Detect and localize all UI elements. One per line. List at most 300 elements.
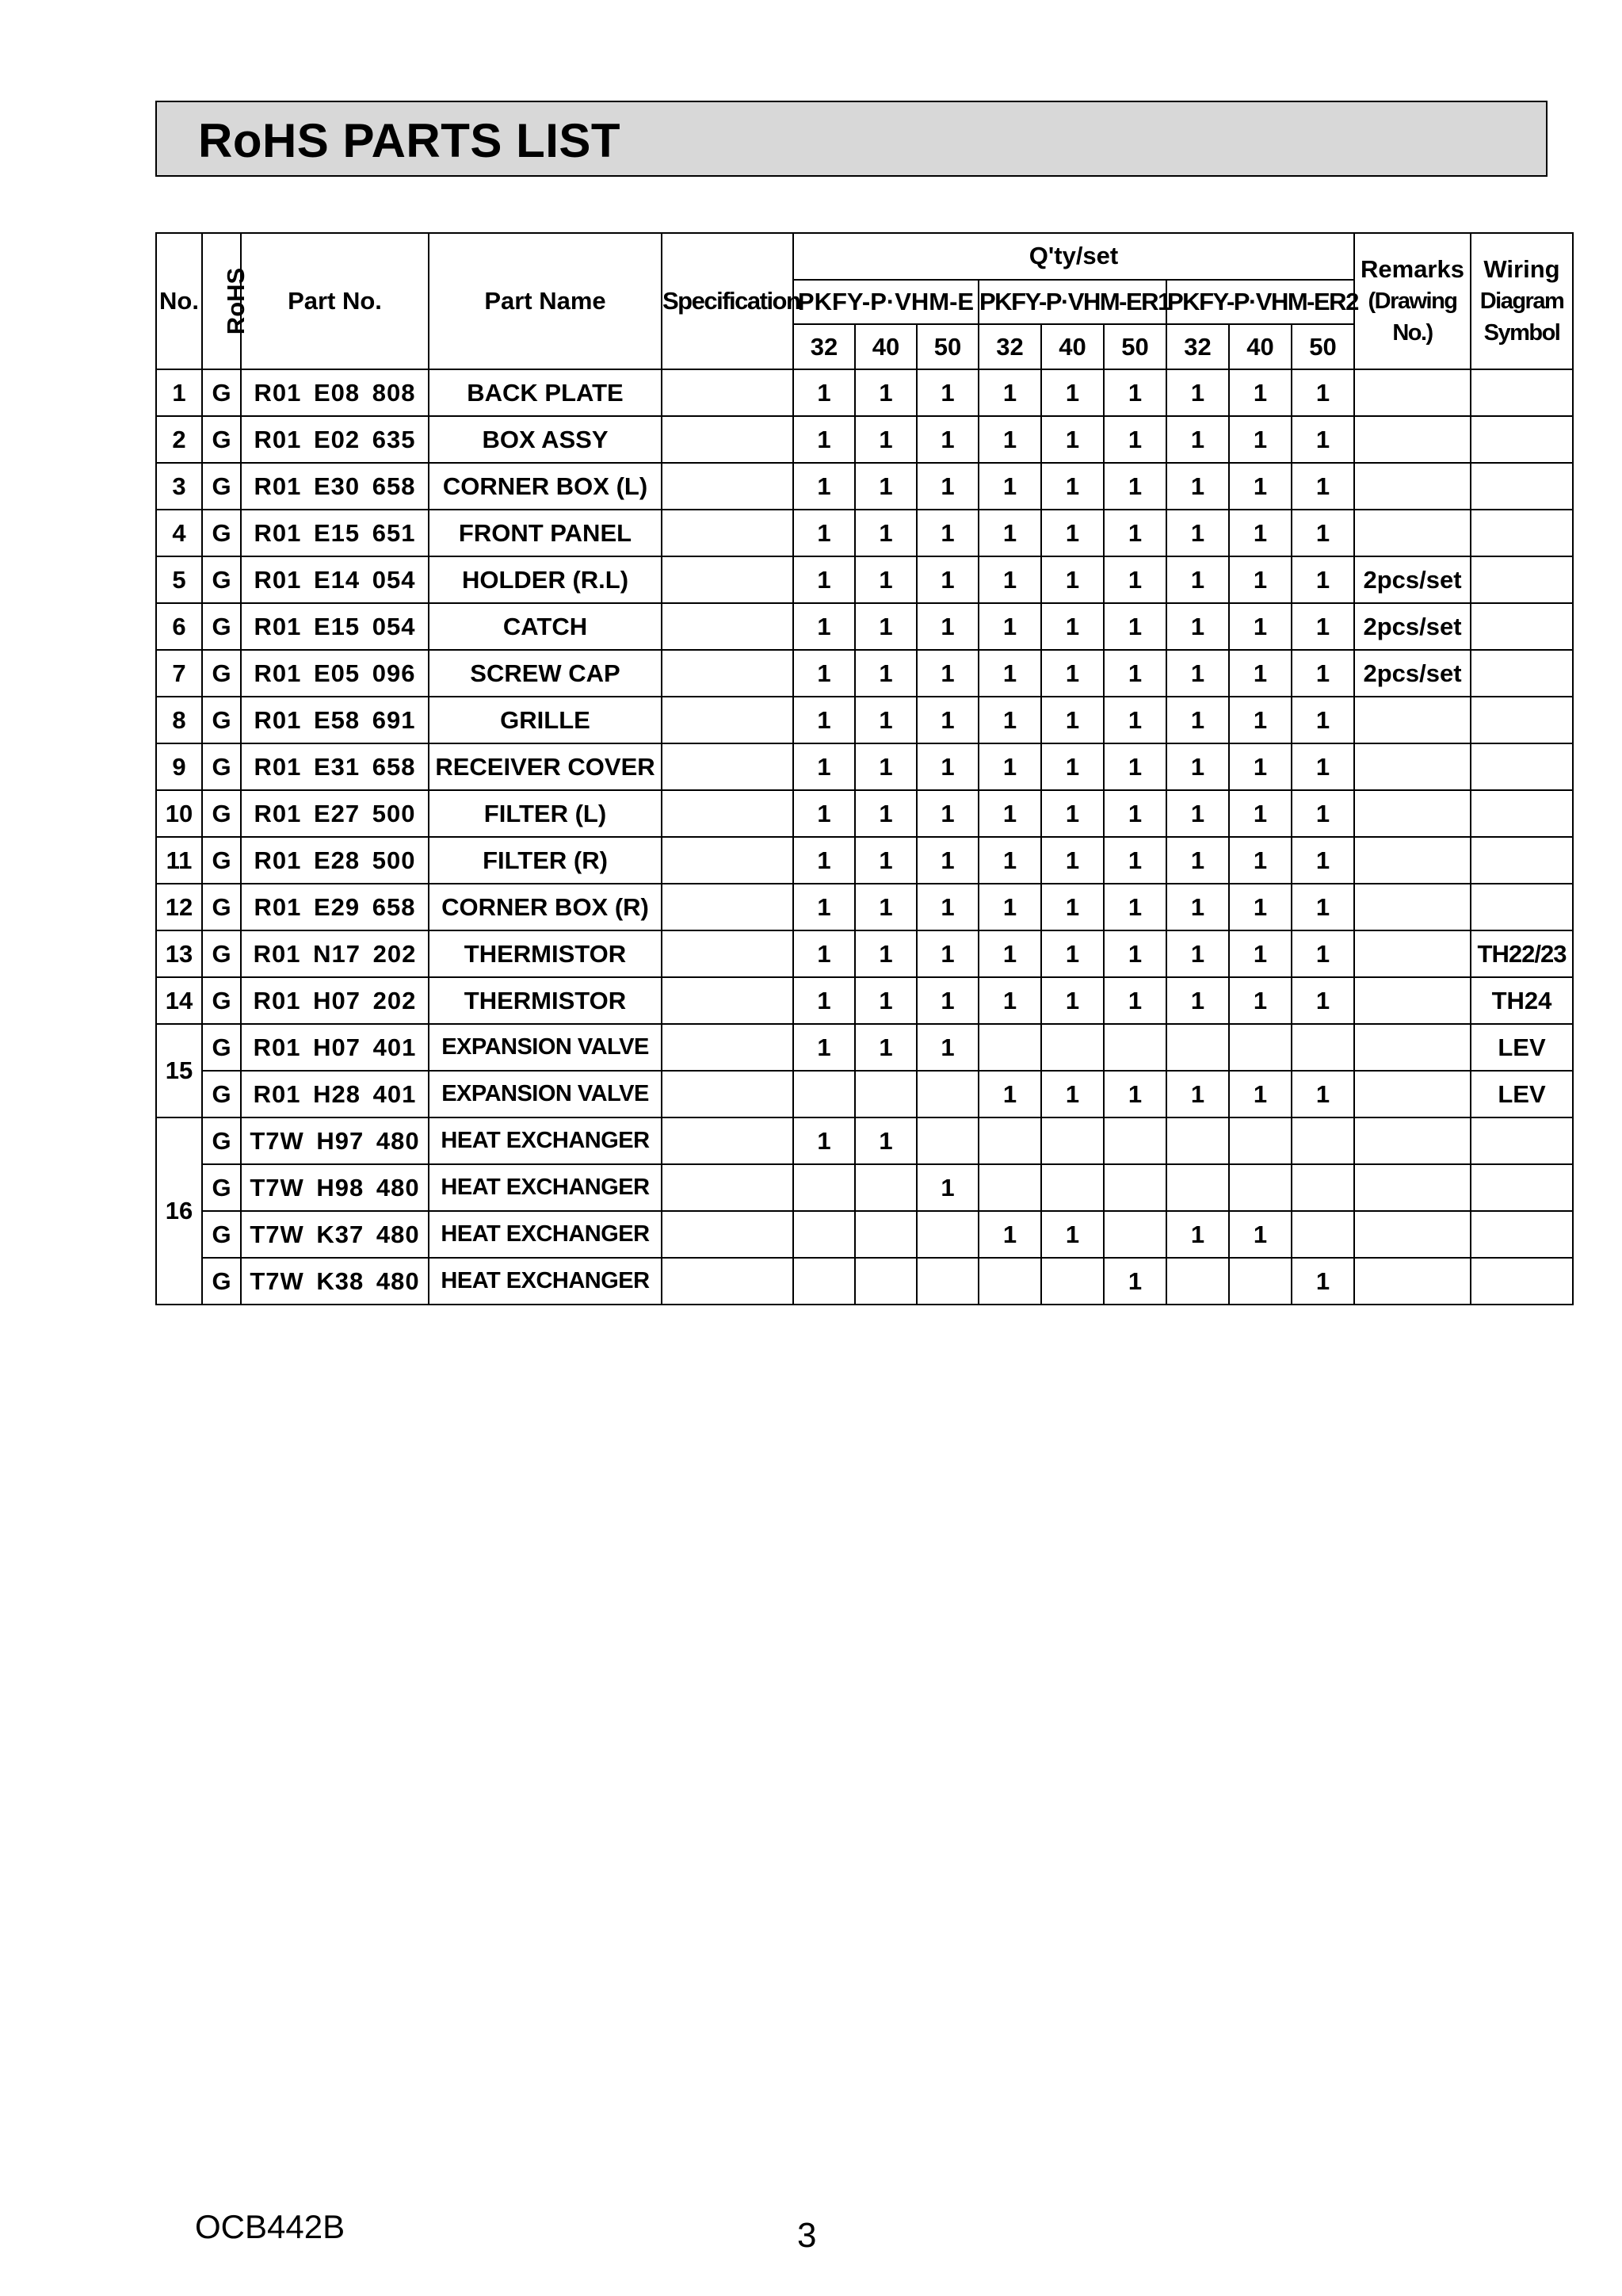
row-qty: 1 <box>1104 650 1166 697</box>
row-qty <box>1104 1117 1166 1164</box>
row-qty: 1 <box>1229 416 1292 463</box>
row-wiring-symbol <box>1471 1211 1573 1258</box>
table-row <box>156 1117 1573 1164</box>
table-row <box>156 697 1573 743</box>
row-qty: 1 <box>979 930 1041 977</box>
row-part-no: T7W K38 480 <box>241 1258 429 1305</box>
row-qty: 1 <box>1229 697 1292 743</box>
row-qty: 1 <box>1104 369 1166 416</box>
row-qty: 1 <box>793 369 855 416</box>
row-qty: 1 <box>1292 977 1354 1024</box>
table-row <box>156 837 1573 884</box>
row-specification <box>662 1071 793 1117</box>
row-qty: 1 <box>1166 1071 1229 1117</box>
table-row <box>156 510 1573 556</box>
row-qty: 1 <box>855 1117 917 1164</box>
row-qty <box>1166 1164 1229 1211</box>
row-qty: 1 <box>793 790 855 837</box>
row-qty: 1 <box>979 1211 1041 1258</box>
header-model: PKFY-P·VHM-E <box>793 280 979 325</box>
row-rohs: G <box>202 1117 241 1164</box>
row-part-no: R01 E27 500 <box>241 790 429 837</box>
row-part-name: BACK PLATE <box>429 369 662 416</box>
row-qty: 1 <box>917 977 979 1024</box>
row-qty: 1 <box>1041 650 1104 697</box>
row-rohs: G <box>202 1211 241 1258</box>
row-rohs: G <box>202 416 241 463</box>
row-qty: 1 <box>1041 1071 1104 1117</box>
header-remarks <box>1354 233 1471 369</box>
row-part-no: R01 H28 401 <box>241 1071 429 1117</box>
table-row <box>156 884 1573 930</box>
header-part-name: Part Name <box>429 233 662 369</box>
row-no: 9 <box>156 743 202 790</box>
table-row <box>156 1024 1573 1071</box>
table-row <box>156 463 1573 510</box>
row-qty: 1 <box>793 510 855 556</box>
row-rohs: G <box>202 697 241 743</box>
row-qty: 1 <box>1041 790 1104 837</box>
row-qty: 1 <box>793 1117 855 1164</box>
row-specification <box>662 416 793 463</box>
table-row <box>156 1211 1573 1258</box>
row-wiring-symbol: TH22/23 <box>1471 930 1573 977</box>
row-qty: 1 <box>1229 930 1292 977</box>
row-specification <box>662 697 793 743</box>
row-rohs: G <box>202 1258 241 1305</box>
row-qty: 1 <box>1229 790 1292 837</box>
row-qty: 1 <box>979 697 1041 743</box>
row-qty: 1 <box>979 463 1041 510</box>
row-qty: 1 <box>1041 697 1104 743</box>
header-size: 32 <box>979 324 1041 369</box>
row-part-no: R01 E31 658 <box>241 743 429 790</box>
header-size: 40 <box>855 324 917 369</box>
row-rohs: G <box>202 977 241 1024</box>
header-remarks-l3: No.) <box>1392 320 1433 346</box>
row-qty: 1 <box>1292 510 1354 556</box>
row-qty: 1 <box>1041 884 1104 930</box>
row-qty: 1 <box>917 1024 979 1071</box>
row-qty: 1 <box>855 463 917 510</box>
row-qty: 1 <box>1166 510 1229 556</box>
row-qty <box>917 1258 979 1305</box>
row-qty <box>979 1258 1041 1305</box>
row-qty: 1 <box>1292 369 1354 416</box>
row-wiring-symbol <box>1471 1117 1573 1164</box>
row-part-name: HEAT EXCHANGER <box>429 1258 662 1305</box>
row-qty: 1 <box>917 603 979 650</box>
row-qty: 1 <box>1292 416 1354 463</box>
table-row <box>156 1164 1573 1211</box>
row-specification <box>662 463 793 510</box>
header-size: 50 <box>1104 324 1166 369</box>
row-qty: 1 <box>1166 837 1229 884</box>
row-remarks <box>1354 884 1471 930</box>
row-qty: 1 <box>1229 1071 1292 1117</box>
table-row <box>156 977 1573 1024</box>
row-qty: 1 <box>1166 603 1229 650</box>
row-part-no: R01 E28 500 <box>241 837 429 884</box>
row-qty: 1 <box>1166 1211 1229 1258</box>
row-remarks <box>1354 463 1471 510</box>
row-qty: 1 <box>1166 556 1229 603</box>
row-qty: 1 <box>1041 837 1104 884</box>
row-qty: 1 <box>979 510 1041 556</box>
row-part-name: FILTER (R) <box>429 837 662 884</box>
row-qty: 1 <box>917 884 979 930</box>
row-qty: 1 <box>917 416 979 463</box>
row-qty: 1 <box>1041 510 1104 556</box>
row-qty <box>793 1258 855 1305</box>
row-qty: 1 <box>1104 556 1166 603</box>
row-qty: 1 <box>1166 884 1229 930</box>
row-qty: 1 <box>1041 556 1104 603</box>
row-part-no: R01 E14 054 <box>241 556 429 603</box>
row-remarks <box>1354 1258 1471 1305</box>
row-qty: 1 <box>1104 884 1166 930</box>
row-part-name: HOLDER (R.L) <box>429 556 662 603</box>
table-row <box>156 1071 1573 1117</box>
row-qty: 1 <box>1292 837 1354 884</box>
row-qty: 1 <box>1104 603 1166 650</box>
row-specification <box>662 650 793 697</box>
row-qty: 1 <box>1041 930 1104 977</box>
header-remarks-l2: (Drawing <box>1368 288 1457 314</box>
row-qty: 1 <box>979 416 1041 463</box>
row-qty: 1 <box>1104 790 1166 837</box>
row-remarks <box>1354 369 1471 416</box>
header-size: 32 <box>793 324 855 369</box>
title-bar <box>155 101 1548 177</box>
row-wiring-symbol: LEV <box>1471 1024 1573 1071</box>
row-qty <box>1041 1117 1104 1164</box>
row-part-no: T7W H98 480 <box>241 1164 429 1211</box>
row-specification <box>662 977 793 1024</box>
row-qty: 1 <box>1292 790 1354 837</box>
table-row <box>156 556 1573 603</box>
row-rohs: G <box>202 790 241 837</box>
table-row <box>156 650 1573 697</box>
row-part-name: HEAT EXCHANGER <box>429 1211 662 1258</box>
row-qty: 1 <box>1292 930 1354 977</box>
row-qty: 1 <box>1104 743 1166 790</box>
row-qty: 1 <box>1229 884 1292 930</box>
row-rohs: G <box>202 1071 241 1117</box>
row-wiring-symbol <box>1471 463 1573 510</box>
row-qty: 1 <box>793 697 855 743</box>
row-no: 4 <box>156 510 202 556</box>
row-qty: 1 <box>979 556 1041 603</box>
row-qty: 1 <box>855 743 917 790</box>
row-part-name: HEAT EXCHANGER <box>429 1117 662 1164</box>
row-part-name: RECEIVER COVER <box>429 743 662 790</box>
row-qty: 1 <box>917 790 979 837</box>
row-qty: 1 <box>1104 977 1166 1024</box>
row-part-no: R01 E30 658 <box>241 463 429 510</box>
row-qty <box>979 1164 1041 1211</box>
row-rohs: G <box>202 930 241 977</box>
table-row <box>156 603 1573 650</box>
row-qty <box>1041 1024 1104 1071</box>
row-remarks <box>1354 1071 1471 1117</box>
row-rohs: G <box>202 463 241 510</box>
row-wiring-symbol <box>1471 510 1573 556</box>
row-remarks <box>1354 697 1471 743</box>
row-qty: 1 <box>979 650 1041 697</box>
row-qty: 1 <box>1104 697 1166 743</box>
row-part-name: FILTER (L) <box>429 790 662 837</box>
page-number: 3 <box>797 2216 817 2255</box>
row-no: 6 <box>156 603 202 650</box>
row-qty: 1 <box>1041 603 1104 650</box>
row-qty: 1 <box>855 837 917 884</box>
document-code: OCB442B <box>195 2208 345 2245</box>
row-qty: 1 <box>1166 977 1229 1024</box>
row-remarks <box>1354 1164 1471 1211</box>
row-part-no: R01 E29 658 <box>241 884 429 930</box>
row-remarks: 2pcs/set <box>1354 603 1471 650</box>
row-qty <box>917 1117 979 1164</box>
row-rohs: G <box>202 743 241 790</box>
row-qty: 1 <box>793 743 855 790</box>
row-remarks: 2pcs/set <box>1354 650 1471 697</box>
row-no: 7 <box>156 650 202 697</box>
row-qty: 1 <box>1104 463 1166 510</box>
row-specification <box>662 790 793 837</box>
row-qty: 1 <box>793 1024 855 1071</box>
row-part-name: BOX ASSY <box>429 416 662 463</box>
table-row <box>156 790 1573 837</box>
row-qty <box>1104 1024 1166 1071</box>
table-body <box>156 369 1573 1305</box>
row-specification <box>662 1211 793 1258</box>
row-part-name: EXPANSION VALVE <box>429 1071 662 1117</box>
row-qty: 1 <box>1229 463 1292 510</box>
row-part-no: T7W H97 480 <box>241 1117 429 1164</box>
row-qty: 1 <box>917 1164 979 1211</box>
row-qty: 1 <box>917 510 979 556</box>
table-row <box>156 930 1573 977</box>
row-qty: 1 <box>917 650 979 697</box>
row-qty: 1 <box>1104 416 1166 463</box>
row-wiring-symbol <box>1471 1164 1573 1211</box>
row-qty: 1 <box>855 369 917 416</box>
row-specification <box>662 1164 793 1211</box>
row-specification <box>662 930 793 977</box>
row-qty: 1 <box>855 977 917 1024</box>
row-qty: 1 <box>979 837 1041 884</box>
row-rohs: G <box>202 650 241 697</box>
row-part-name: FRONT PANEL <box>429 510 662 556</box>
table-row <box>156 743 1573 790</box>
row-specification <box>662 556 793 603</box>
row-qty: 1 <box>1166 416 1229 463</box>
row-qty: 1 <box>1166 650 1229 697</box>
row-qty: 1 <box>793 837 855 884</box>
row-qty: 1 <box>1229 556 1292 603</box>
row-qty: 1 <box>979 369 1041 416</box>
row-qty: 1 <box>1292 463 1354 510</box>
row-remarks <box>1354 790 1471 837</box>
row-wiring-symbol <box>1471 369 1573 416</box>
row-no: 2 <box>156 416 202 463</box>
header-no: No. <box>156 233 202 369</box>
row-specification <box>662 743 793 790</box>
table-row <box>156 416 1573 463</box>
row-qty: 1 <box>1041 369 1104 416</box>
row-qty: 1 <box>1229 837 1292 884</box>
header-qty: Q'ty/set <box>793 233 1354 280</box>
row-qty: 1 <box>1104 1071 1166 1117</box>
row-part-no: R01 H07 202 <box>241 977 429 1024</box>
row-qty: 1 <box>917 837 979 884</box>
row-qty: 1 <box>1166 463 1229 510</box>
row-remarks <box>1354 1211 1471 1258</box>
row-qty <box>1229 1164 1292 1211</box>
row-qty: 1 <box>979 884 1041 930</box>
row-qty: 1 <box>917 930 979 977</box>
row-part-name: THERMISTOR <box>429 977 662 1024</box>
row-remarks: 2pcs/set <box>1354 556 1471 603</box>
row-qty: 1 <box>855 697 917 743</box>
row-qty: 1 <box>1229 510 1292 556</box>
row-qty: 1 <box>855 650 917 697</box>
row-part-name: CATCH <box>429 603 662 650</box>
row-remarks <box>1354 930 1471 977</box>
row-qty: 1 <box>1104 1258 1166 1305</box>
row-rohs: G <box>202 603 241 650</box>
row-qty: 1 <box>1041 977 1104 1024</box>
row-qty: 1 <box>1292 884 1354 930</box>
row-wiring-symbol: TH24 <box>1471 977 1573 1024</box>
row-rohs: G <box>202 510 241 556</box>
row-qty: 1 <box>1292 603 1354 650</box>
row-qty <box>793 1211 855 1258</box>
row-specification <box>662 603 793 650</box>
row-part-name: THERMISTOR <box>429 930 662 977</box>
header-size: 32 <box>1166 324 1229 369</box>
row-wiring-symbol <box>1471 416 1573 463</box>
row-part-no: R01 N17 202 <box>241 930 429 977</box>
header-wiring <box>1471 233 1573 369</box>
row-qty: 1 <box>855 884 917 930</box>
row-qty: 1 <box>1292 650 1354 697</box>
row-qty <box>855 1258 917 1305</box>
row-remarks <box>1354 416 1471 463</box>
row-rohs: G <box>202 1164 241 1211</box>
header-model: PKFY-P·VHM-ER1 <box>979 280 1166 325</box>
row-part-no: T7W K37 480 <box>241 1211 429 1258</box>
row-qty: 1 <box>1292 697 1354 743</box>
row-no: 14 <box>156 977 202 1024</box>
row-wiring-symbol <box>1471 884 1573 930</box>
row-qty <box>1041 1258 1104 1305</box>
row-qty: 1 <box>917 556 979 603</box>
row-rohs: G <box>202 837 241 884</box>
row-part-name: HEAT EXCHANGER <box>429 1164 662 1211</box>
row-rohs: G <box>202 556 241 603</box>
row-qty <box>1292 1024 1354 1071</box>
row-specification <box>662 837 793 884</box>
row-qty <box>855 1164 917 1211</box>
row-wiring-symbol <box>1471 1258 1573 1305</box>
row-part-name: EXPANSION VALVE <box>429 1024 662 1071</box>
row-qty <box>855 1071 917 1117</box>
row-specification <box>662 510 793 556</box>
parts-table <box>155 232 1574 1305</box>
row-qty: 1 <box>979 977 1041 1024</box>
header-size: 50 <box>1292 324 1354 369</box>
row-qty <box>917 1071 979 1117</box>
row-part-no: R01 E02 635 <box>241 416 429 463</box>
row-qty <box>1104 1164 1166 1211</box>
row-qty: 1 <box>1041 1211 1104 1258</box>
row-qty: 1 <box>793 556 855 603</box>
header-size: 40 <box>1229 324 1292 369</box>
row-qty <box>793 1164 855 1211</box>
row-no: 8 <box>156 697 202 743</box>
row-qty: 1 <box>1166 743 1229 790</box>
row-rohs: G <box>202 1024 241 1071</box>
row-qty: 1 <box>793 416 855 463</box>
row-part-name: SCREW CAP <box>429 650 662 697</box>
row-rohs: G <box>202 369 241 416</box>
row-qty: 1 <box>1229 650 1292 697</box>
row-qty: 1 <box>855 416 917 463</box>
row-qty: 1 <box>979 743 1041 790</box>
page-title: RoHS PARTS LIST <box>198 114 621 167</box>
row-qty: 1 <box>1292 1071 1354 1117</box>
row-qty: 1 <box>917 697 979 743</box>
row-qty: 1 <box>1041 743 1104 790</box>
row-qty: 1 <box>979 1071 1041 1117</box>
header-size: 50 <box>917 324 979 369</box>
row-qty: 1 <box>1041 416 1104 463</box>
row-remarks <box>1354 977 1471 1024</box>
row-part-no: R01 E08 808 <box>241 369 429 416</box>
row-qty: 1 <box>1166 369 1229 416</box>
row-part-name: CORNER BOX (L) <box>429 463 662 510</box>
row-part-no: R01 E05 096 <box>241 650 429 697</box>
row-no: 5 <box>156 556 202 603</box>
row-specification <box>662 884 793 930</box>
row-qty: 1 <box>1166 790 1229 837</box>
table-row <box>156 1258 1573 1305</box>
row-qty: 1 <box>1104 930 1166 977</box>
row-specification <box>662 369 793 416</box>
row-remarks <box>1354 837 1471 884</box>
row-part-name: CORNER BOX (R) <box>429 884 662 930</box>
row-no: 13 <box>156 930 202 977</box>
row-specification <box>662 1258 793 1305</box>
row-qty: 1 <box>917 369 979 416</box>
row-qty: 1 <box>917 743 979 790</box>
row-remarks <box>1354 1024 1471 1071</box>
row-part-no: R01 E58 691 <box>241 697 429 743</box>
header-specification: Specification <box>662 233 793 369</box>
row-rohs: G <box>202 884 241 930</box>
row-qty <box>1229 1024 1292 1071</box>
row-qty <box>1292 1117 1354 1164</box>
row-qty: 1 <box>793 603 855 650</box>
row-wiring-symbol <box>1471 837 1573 884</box>
row-qty <box>979 1024 1041 1071</box>
row-qty <box>1292 1164 1354 1211</box>
row-qty: 1 <box>855 510 917 556</box>
row-specification <box>662 1117 793 1164</box>
row-no: 16 <box>156 1117 202 1305</box>
